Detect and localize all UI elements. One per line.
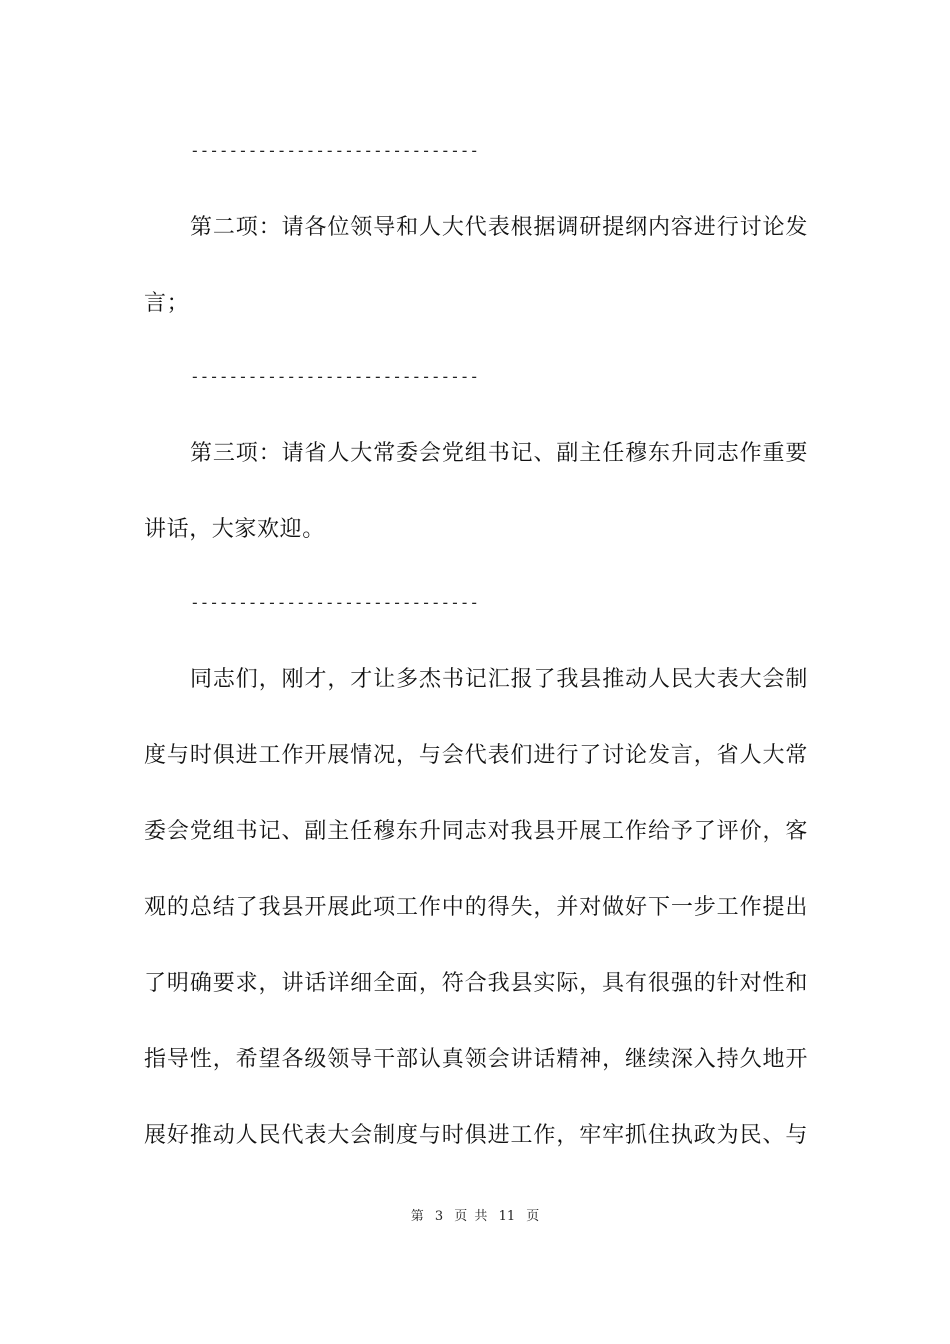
closing-paragraph-line: 展好推动人民代表大会制度与时俱进工作，牢牢抓住执政为民、与: [144, 1123, 808, 1148]
footer-prefix: 第: [410, 1209, 424, 1224]
separator-line-3: ------------------------------: [190, 593, 479, 612]
closing-paragraph-line: 同志们，刚才，才让多杰书记汇报了我县推动人民大表大会制: [190, 667, 808, 692]
closing-paragraph-line: 观的总结了我县开展此项工作中的得失，并对做好下一步工作提出: [144, 895, 808, 920]
closing-paragraph-line: 度与时俱进工作开展情况，与会代表们进行了讨论发言，省人大常: [144, 743, 808, 768]
page-footer: [0, 1208, 950, 1226]
footer-middle: 页 共: [454, 1209, 488, 1224]
item-3-line-1: 第三项：请省人大常委会党组书记、副主任穆东升同志作重要: [190, 441, 808, 466]
separator-line-1: ------------------------------: [190, 141, 479, 160]
footer-total-pages: 11: [498, 1209, 516, 1224]
separator-line-2: ------------------------------: [190, 367, 479, 386]
footer-suffix: 页: [526, 1209, 540, 1224]
closing-paragraph-line: 了明确要求，讲话详细全面，符合我县实际，具有很强的针对性和: [144, 971, 808, 996]
item-3-line-2: 讲话，大家欢迎。: [144, 517, 325, 542]
closing-paragraph-line: 委会党组书记、副主任穆东升同志对我县开展工作给予了评价，客: [144, 819, 808, 844]
item-2-line-1: 第二项：请各位领导和人大代表根据调研提纲内容进行讨论发: [190, 215, 808, 240]
closing-paragraph-line: 指导性，希望各级领导干部认真领会讲话精神，继续深入持久地开: [144, 1047, 808, 1072]
item-2-line-2: 言；: [144, 291, 190, 316]
footer-current-page: 3: [434, 1209, 444, 1224]
